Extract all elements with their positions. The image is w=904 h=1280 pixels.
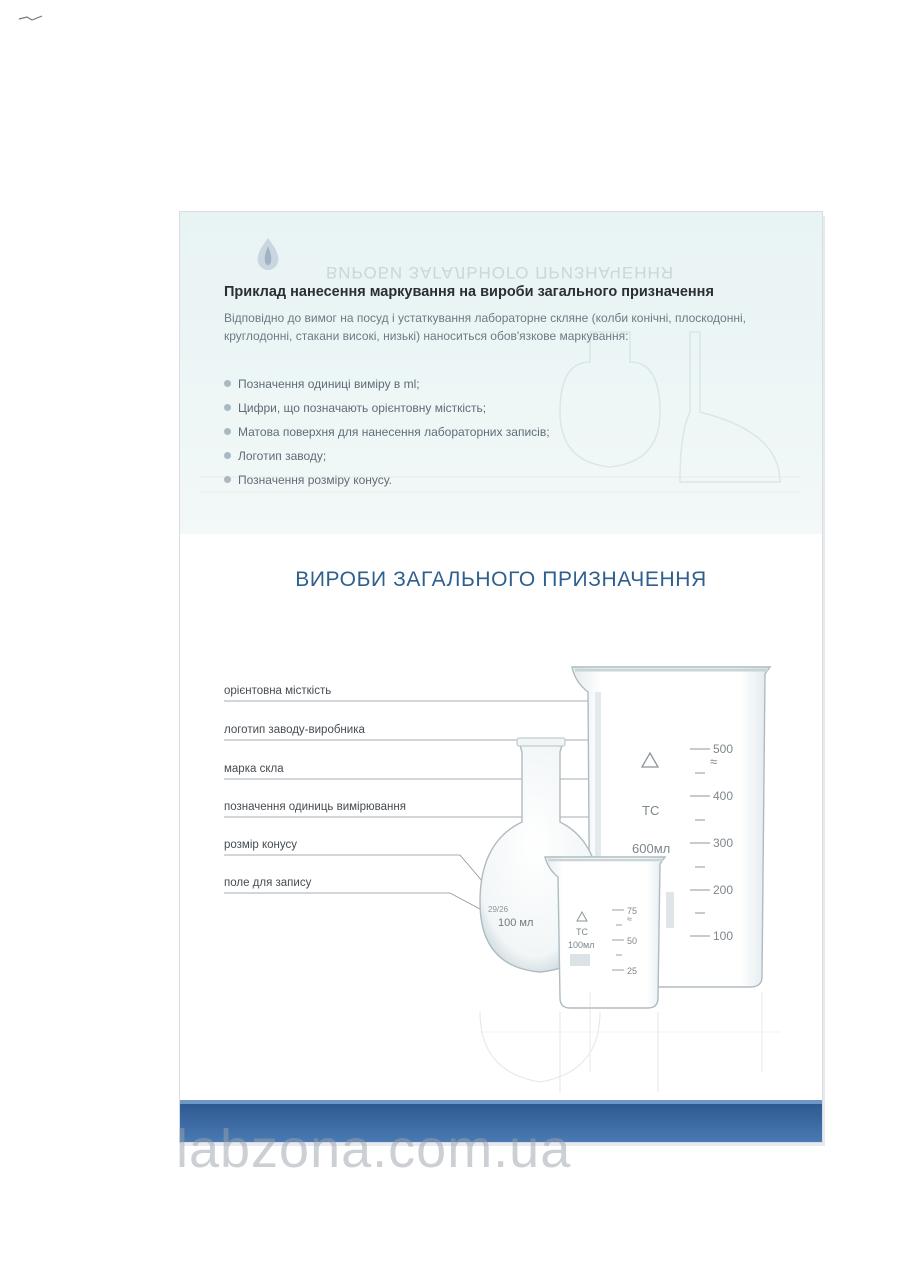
glass-grade-mark: ТС — [642, 803, 660, 818]
small-beaker — [545, 857, 665, 1008]
writing-field-area — [570, 954, 590, 966]
tick-label: 25 — [627, 966, 638, 976]
callout-label-capacity: орієнтовна місткість — [224, 685, 332, 697]
tick-label: 500 — [713, 742, 734, 756]
approx-sign: ≈ — [710, 754, 718, 769]
list-item: Позначення розміру конусу. — [224, 472, 550, 496]
glass-grade-mark: ТС — [576, 927, 588, 937]
mirrored-ghost-text: ВИРОБИ ЗАГАЛЬНОГО ПРИЗНАЧЕННЯ — [325, 263, 675, 282]
volume-mark: 100 мл — [498, 917, 534, 929]
callout-label-writing-field: поле для запису — [224, 877, 312, 889]
watermark-text: labzona.com.ua — [176, 1119, 572, 1179]
glassware-illustration — [180, 212, 822, 1142]
tick-label: 200 — [713, 883, 734, 897]
intro-paragraph: Відповідно до вимог на посуд і устаткування лабораторне скляне (колби конічні, плоскодонні, круглодонні, стакани високі, низькі) наноситься обов'язкове маркування: — [224, 311, 746, 343]
callout-label-logo: логотип заводу-виробника — [224, 724, 365, 736]
page-heading: Приклад нанесення маркування на вироби загального призначення — [224, 284, 714, 300]
callout-label-units: позначення одиниць вимірювання — [224, 801, 406, 813]
writing-field-area — [666, 892, 674, 928]
booklet-page — [180, 212, 822, 1142]
cone-size-mark: 29/26 — [488, 905, 509, 914]
list-item: Логотип заводу; — [224, 448, 550, 472]
volume-mark: 100мл — [568, 940, 595, 950]
callout-label-glass-grade: марка скла — [224, 763, 284, 775]
volume-mark: 600мл — [632, 841, 671, 856]
approx-sign: ≈ — [627, 914, 632, 924]
scan-mark-icon — [18, 14, 44, 22]
section-title: ВИРОБИ ЗАГАЛЬНОГО ПРИЗНАЧЕННЯ — [295, 568, 707, 591]
tick-label: 50 — [627, 936, 638, 946]
tick-label: 75 — [627, 906, 638, 916]
tick-label: 400 — [713, 789, 734, 803]
callout-label-cone-size: розмір конусу — [224, 839, 298, 851]
list-item: Позначення одиниці виміру в ml; — [224, 376, 550, 400]
tick-label: 100 — [713, 929, 734, 943]
list-item: Цифри, що позначають орієнтовну місткість; — [224, 400, 550, 424]
list-item: Матова поверхня для нанесення лабораторних записів; — [224, 424, 550, 448]
tick-label: 300 — [713, 836, 734, 850]
